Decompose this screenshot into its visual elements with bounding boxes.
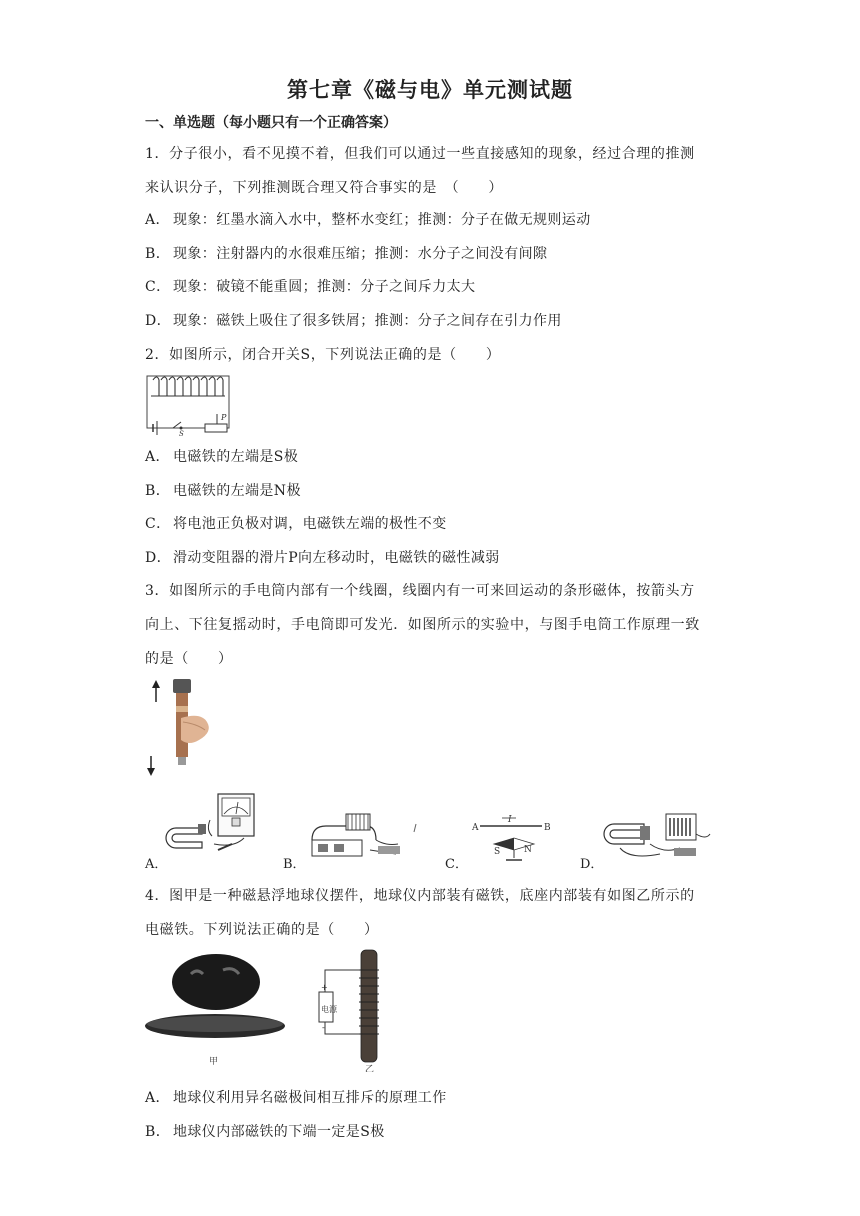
q2-option-c: C． 将电池正负极对调，电磁铁左端的极性不变 bbox=[145, 516, 447, 532]
q1-option-b: B． 现象：注射器内的水很难压缩；推测：水分子之间没有间隙 bbox=[145, 246, 548, 262]
q3-option-a-figure bbox=[158, 790, 273, 864]
q4-text-line-2: 电磁铁。下列说法正确的是（ ） bbox=[145, 922, 379, 938]
q3-text-line-1: 3．如图所示的手电筒内部有一个线圈，线圈内有一可来回运动的条形磁体，按箭头方 bbox=[145, 583, 695, 599]
q2-fig-label-s: S bbox=[179, 430, 184, 436]
q3-option-b-label: B． bbox=[283, 857, 306, 872]
q3-text-line-3: 的是（ ） bbox=[145, 651, 233, 667]
q3-option-c-label: C． bbox=[445, 857, 468, 872]
q2-circuit-figure bbox=[143, 372, 233, 436]
q3-c-label-a: A bbox=[472, 823, 479, 833]
q1-option-c: C． 现象：破镜不能重圆；推测：分子之间斥力太大 bbox=[145, 279, 476, 295]
q2-option-b: B． 电磁铁的左端是N极 bbox=[145, 483, 301, 499]
q3-c-label-n: N bbox=[524, 845, 532, 855]
q4-fig-label-battery: 电源 bbox=[321, 1005, 337, 1014]
q4-fig-label-yi: 乙 bbox=[365, 1065, 375, 1072]
q4-fig-label-jia: 甲 bbox=[209, 1057, 219, 1067]
q4-text-line-1: 4．图甲是一种磁悬浮地球仪摆件，地球仪内部装有磁铁，底座内部装有如图乙所示的 bbox=[145, 888, 695, 904]
q3-flashlight-figure bbox=[143, 676, 213, 780]
q3-c-label-i: I bbox=[508, 815, 512, 825]
q2-text-line-1: 2．如图所示，闭合开关S，下列说法正确的是（ ） bbox=[145, 347, 501, 363]
q3-text-line-2: 向上、下往复摇动时，手电筒即可发光．如图所示的实验中，与图手电筒工作原理一致 bbox=[145, 617, 700, 633]
q4-fig-label-minus: - bbox=[322, 1023, 325, 1032]
q1-text-line-2: 来认识分子，下列推测既合理又符合事实的是 （ ） bbox=[145, 180, 503, 196]
q4-fig-label-plus: + bbox=[321, 983, 328, 992]
q2-option-a: A． 电磁铁的左端是S极 bbox=[145, 449, 299, 465]
q3-c-label-s: S bbox=[494, 847, 501, 857]
q1-option-a: A． 现象：红墨水滴入水中，整杯水变红；推测：分子在做无规则运动 bbox=[145, 212, 591, 228]
q3-option-d-label: D． bbox=[580, 857, 604, 872]
q4-option-a: A． 地球仪利用异名磁极间相互排斥的原理工作 bbox=[145, 1090, 447, 1106]
q3-option-c-figure bbox=[468, 812, 578, 864]
q4-figure bbox=[143, 948, 395, 1072]
q1-text-line-1: 1．分子很小，看不见摸不着，但我们可以通过一些直接感知的现象，经过合理的推测 bbox=[145, 146, 695, 162]
q2-option-d: D． 滑动变阻器的滑片P向左移动时，电磁铁的磁性减弱 bbox=[145, 550, 500, 566]
q4-option-b: B． 地球仪内部磁铁的下端一定是S极 bbox=[145, 1124, 385, 1140]
q2-fig-label-p: P bbox=[221, 413, 227, 422]
q3-option-b-figure bbox=[298, 800, 413, 864]
q3-option-a-label: A． bbox=[145, 857, 168, 872]
page-title: 第七章《磁与电》单元测试题 bbox=[287, 77, 573, 102]
q3-option-d-figure bbox=[600, 804, 720, 864]
q3-c-label-b: B bbox=[544, 823, 551, 833]
section-heading: 一、单选题（每小题只有一个正确答案） bbox=[145, 115, 397, 131]
q1-option-d: D． 现象：磁铁上吸住了很多铁屑；推测：分子之间存在引力作用 bbox=[145, 313, 562, 329]
q3-tick-mark bbox=[410, 822, 418, 836]
